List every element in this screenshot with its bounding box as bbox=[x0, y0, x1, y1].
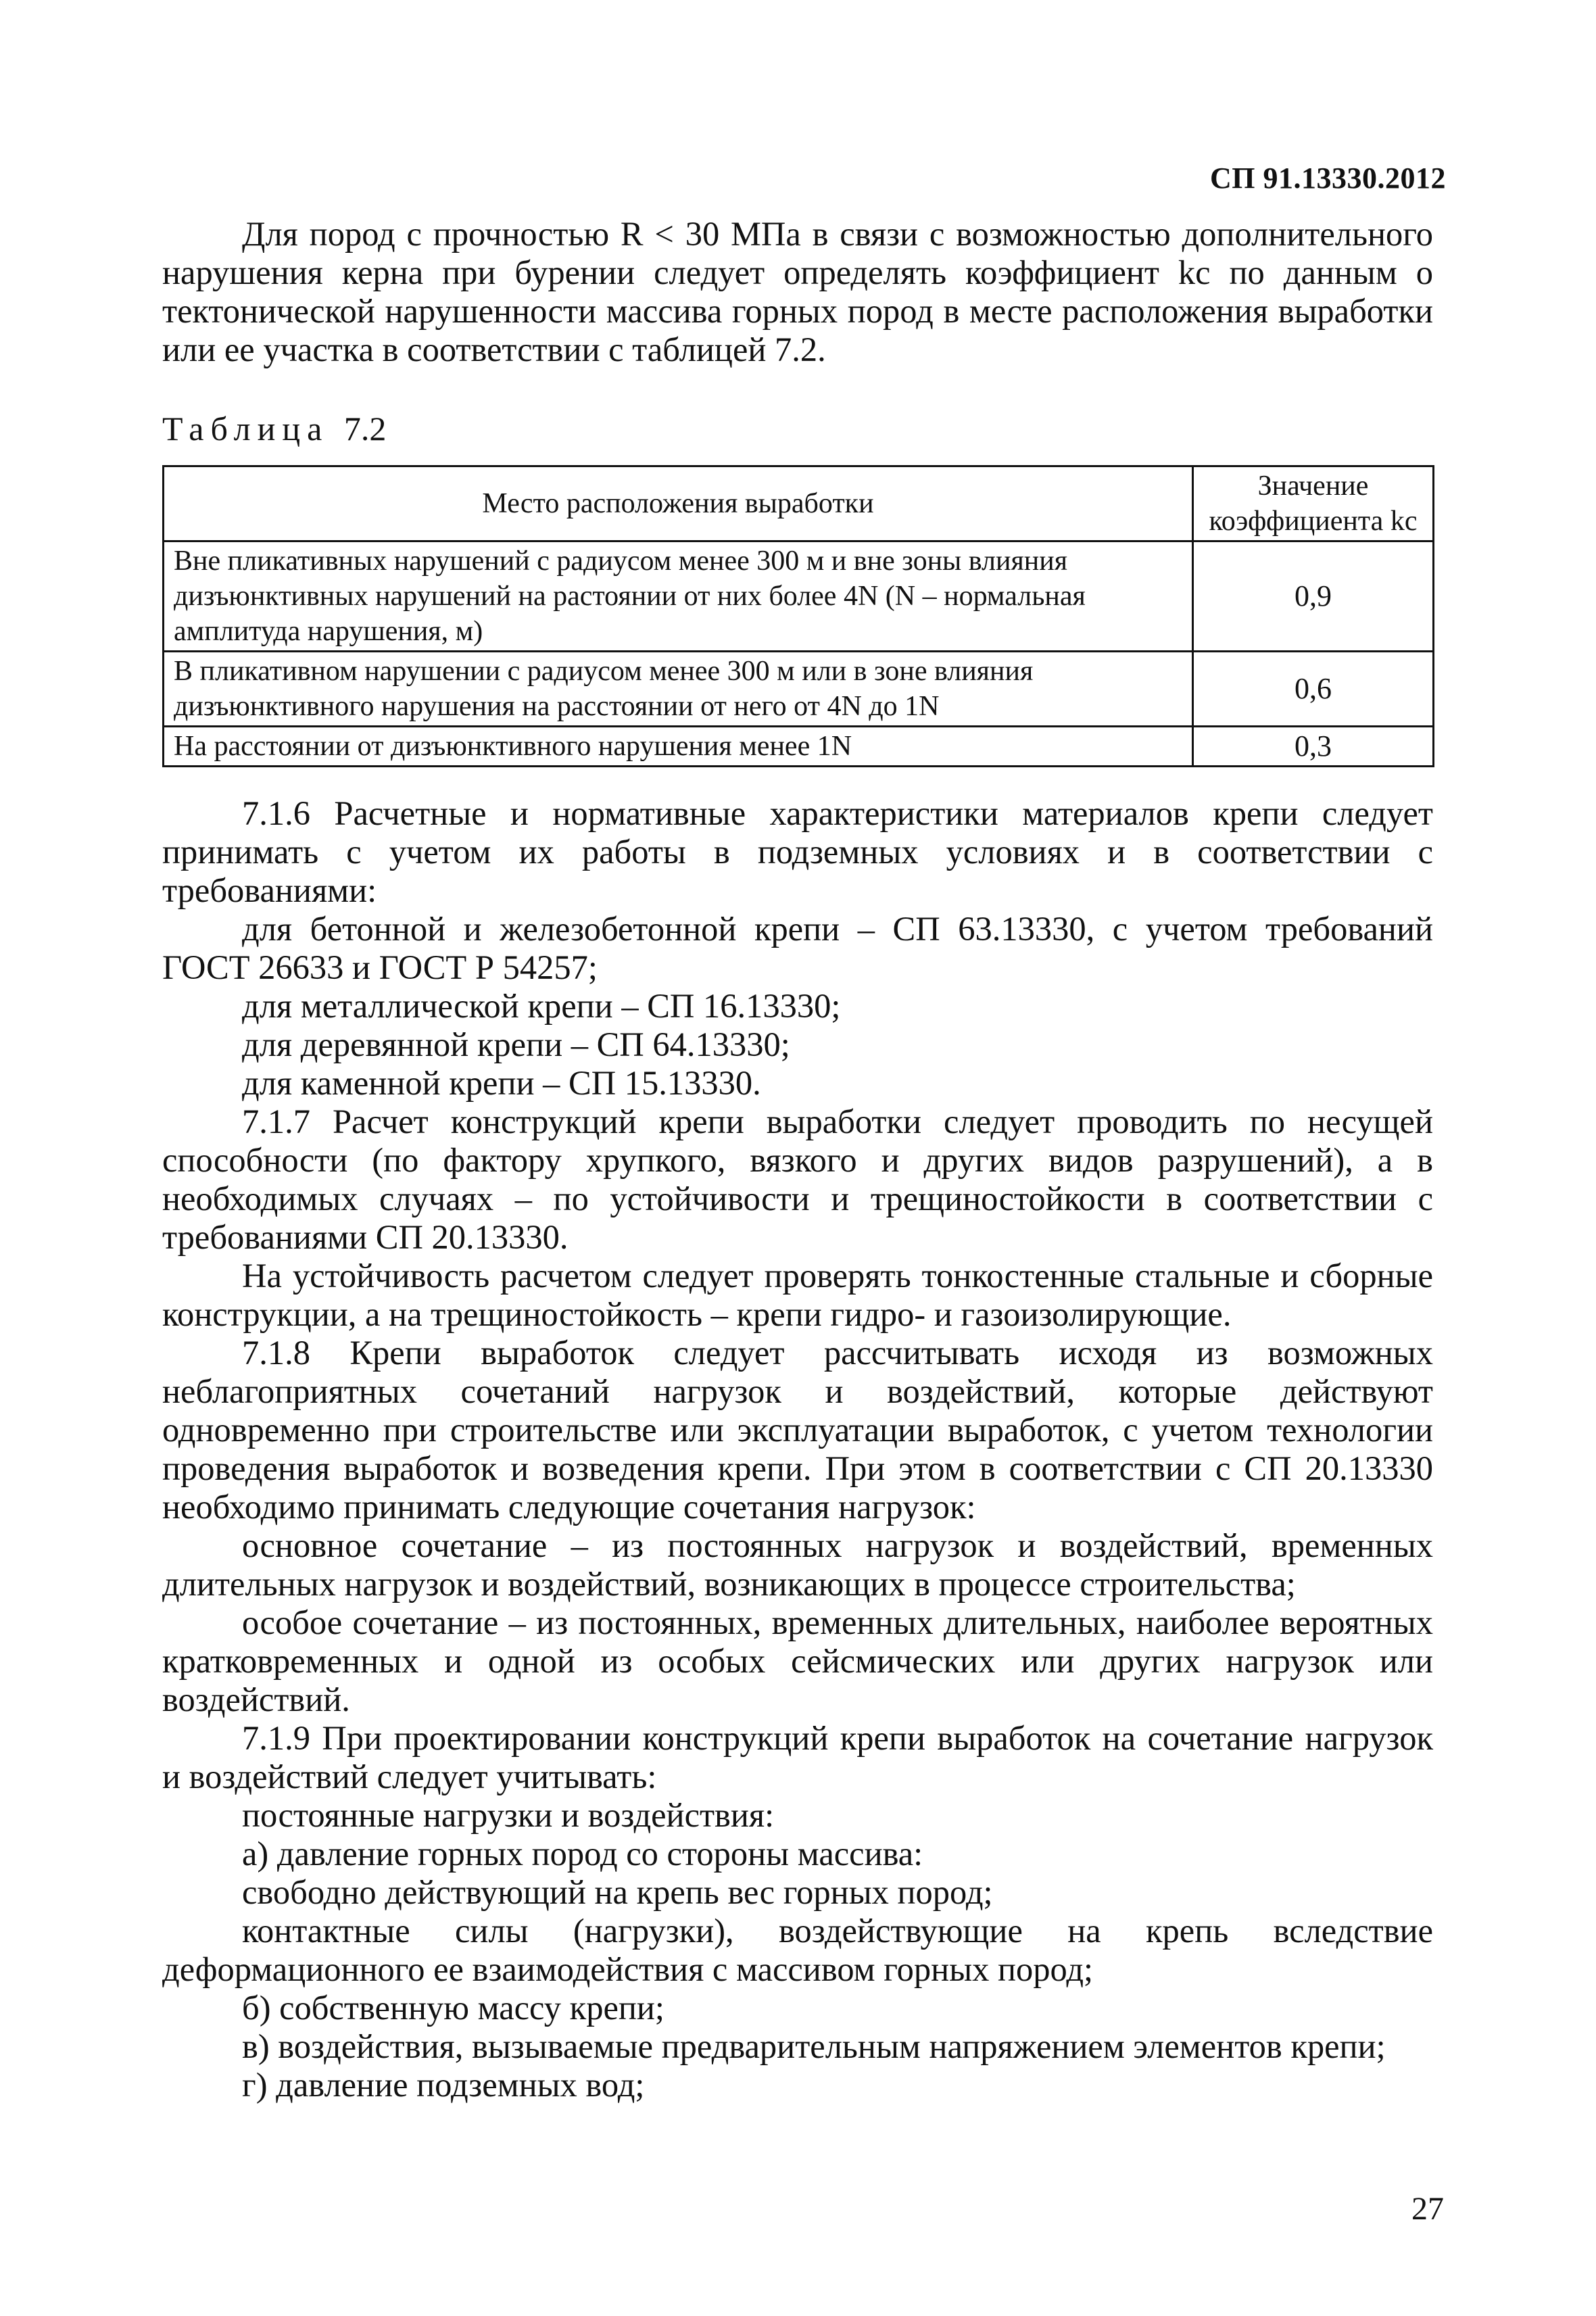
table-row bbox=[164, 727, 1434, 767]
header-kc bbox=[1193, 466, 1434, 541]
paragraph: для деревянной крепи – СП 64.13330; bbox=[242, 1026, 790, 1063]
paragraph: г) давление подземных вод; bbox=[242, 2066, 645, 2104]
paragraph: На устойчивость расчетом следует проверять тонкостенные стальные и сборные конструкции, а на трещиностойкость – крепи гидро- и газоизолирующие. bbox=[162, 1257, 1433, 1333]
paragraph: 7.1.6 Расчетные и нормативные характеристики материалов крепи следует принимать с учетом их работы в подземных условиях и в соответствии с требованиями: bbox=[162, 794, 1433, 909]
header-kc-line2: коэффициента kc bbox=[1209, 506, 1418, 537]
table-row bbox=[164, 652, 1434, 727]
row-value: 0,3 bbox=[1193, 727, 1434, 767]
table-row bbox=[164, 541, 1434, 652]
document-code: СП 91.13330.2012 bbox=[1210, 162, 1446, 195]
paragraph: 7.1.8 Крепи выработок следует рассчитывать исходя из возможных неблагоприятных сочетаний нагрузок и воздействий, которые действуют одновременно при строительстве или эксплуатации выработок, с учетом технологии проведения выработок и возведения крепи. При этом в соответствии с СП 20.13330 необходимо принимать следующие сочетания нагрузок: bbox=[162, 1334, 1433, 1526]
paragraph: б) собственную массу крепи; bbox=[242, 1989, 664, 2027]
paragraph: в) воздействия, вызываемые предварительным напряжением элементов крепи; bbox=[242, 2027, 1386, 2065]
main-text bbox=[162, 794, 1433, 2104]
paragraph: свободно действующий на крепь вес горных пород; bbox=[242, 1873, 993, 1911]
table-header-row bbox=[164, 466, 1434, 541]
paragraph: для металлической крепи – СП 16.13330; bbox=[242, 987, 841, 1025]
row-place: Вне пликативных нарушений с радиусом менее 300 м и вне зоны влияния дизъюнктивных нарушений на растоянии от них более 4N (N – нормальная амплитуда нарушения, м) bbox=[164, 541, 1193, 652]
row-value: 0,9 bbox=[1193, 541, 1434, 652]
coefficient-table bbox=[162, 465, 1434, 767]
paragraph: для бетонной и железобетонной крепи – СП 63.13330, с учетом требований ГОСТ 26633 и ГОСТ Р 54257; bbox=[162, 910, 1433, 986]
paragraph: основное сочетание – из постоянных нагрузок и воздействий, временных длительных нагрузок и воздействий, возникающих в процессе строительства; bbox=[162, 1526, 1433, 1603]
row-place: В пликативном нарушении с радиусом менее 300 м или в зоне влияния дизъюнктивного нарушения на расстоянии от него от 4N до 1N bbox=[164, 652, 1193, 727]
table-caption bbox=[162, 409, 386, 448]
page-number: 27 bbox=[1411, 2191, 1444, 2227]
paragraph: 7.1.9 При проектировании конструкций крепи выработок на сочетание нагрузок и воздействий следует учитывать: bbox=[162, 1719, 1433, 1795]
paragraph: для каменной крепи – СП 15.13330. bbox=[242, 1064, 761, 1102]
intro-section bbox=[162, 215, 1433, 369]
paragraph: особое сочетание – из постоянных, временных длительных, наиболее вероятных кратковременных и одной из особых сейсмических или других нагрузок или воздействий. bbox=[162, 1603, 1433, 1718]
row-value: 0,6 bbox=[1193, 652, 1434, 727]
header-place: Место расположения выработки bbox=[164, 466, 1193, 541]
paragraph: постоянные нагрузки и воздействия: bbox=[242, 1796, 775, 1834]
intro-paragraph: Для пород с прочностью R < 30 МПа в связи с возможностью дополнительного нарушения керна при бурении следует определять коэффициент kc по данным о тектонической нарушенности массива горных пород в месте расположения выработки или ее участка в соответствии с таблицей 7.2. bbox=[162, 215, 1433, 368]
header-kc-line1: Значение bbox=[1257, 471, 1369, 502]
table-caption-number: 7.2 bbox=[343, 410, 387, 448]
paragraph: контактные силы (нагрузки), воздействующие на крепь вследствие деформационного ее взаимодействия с массивом горных пород; bbox=[162, 1912, 1433, 1988]
paragraph: а) давление горных пород со стороны массива: bbox=[242, 1835, 923, 1873]
paragraph: 7.1.7 Расчет конструкций крепи выработки следует проводить по несущей способности (по фактору хрупкого, вязкого и других видов разрушений), а в необходимых случаях – по устойчивости и трещиностойкости в соответствии с требованиями СП 20.13330. bbox=[162, 1103, 1433, 1256]
row-place: На расстоянии от дизъюнктивного нарушения менее 1N bbox=[164, 727, 1193, 767]
table-caption-word: Таблица bbox=[162, 410, 329, 448]
